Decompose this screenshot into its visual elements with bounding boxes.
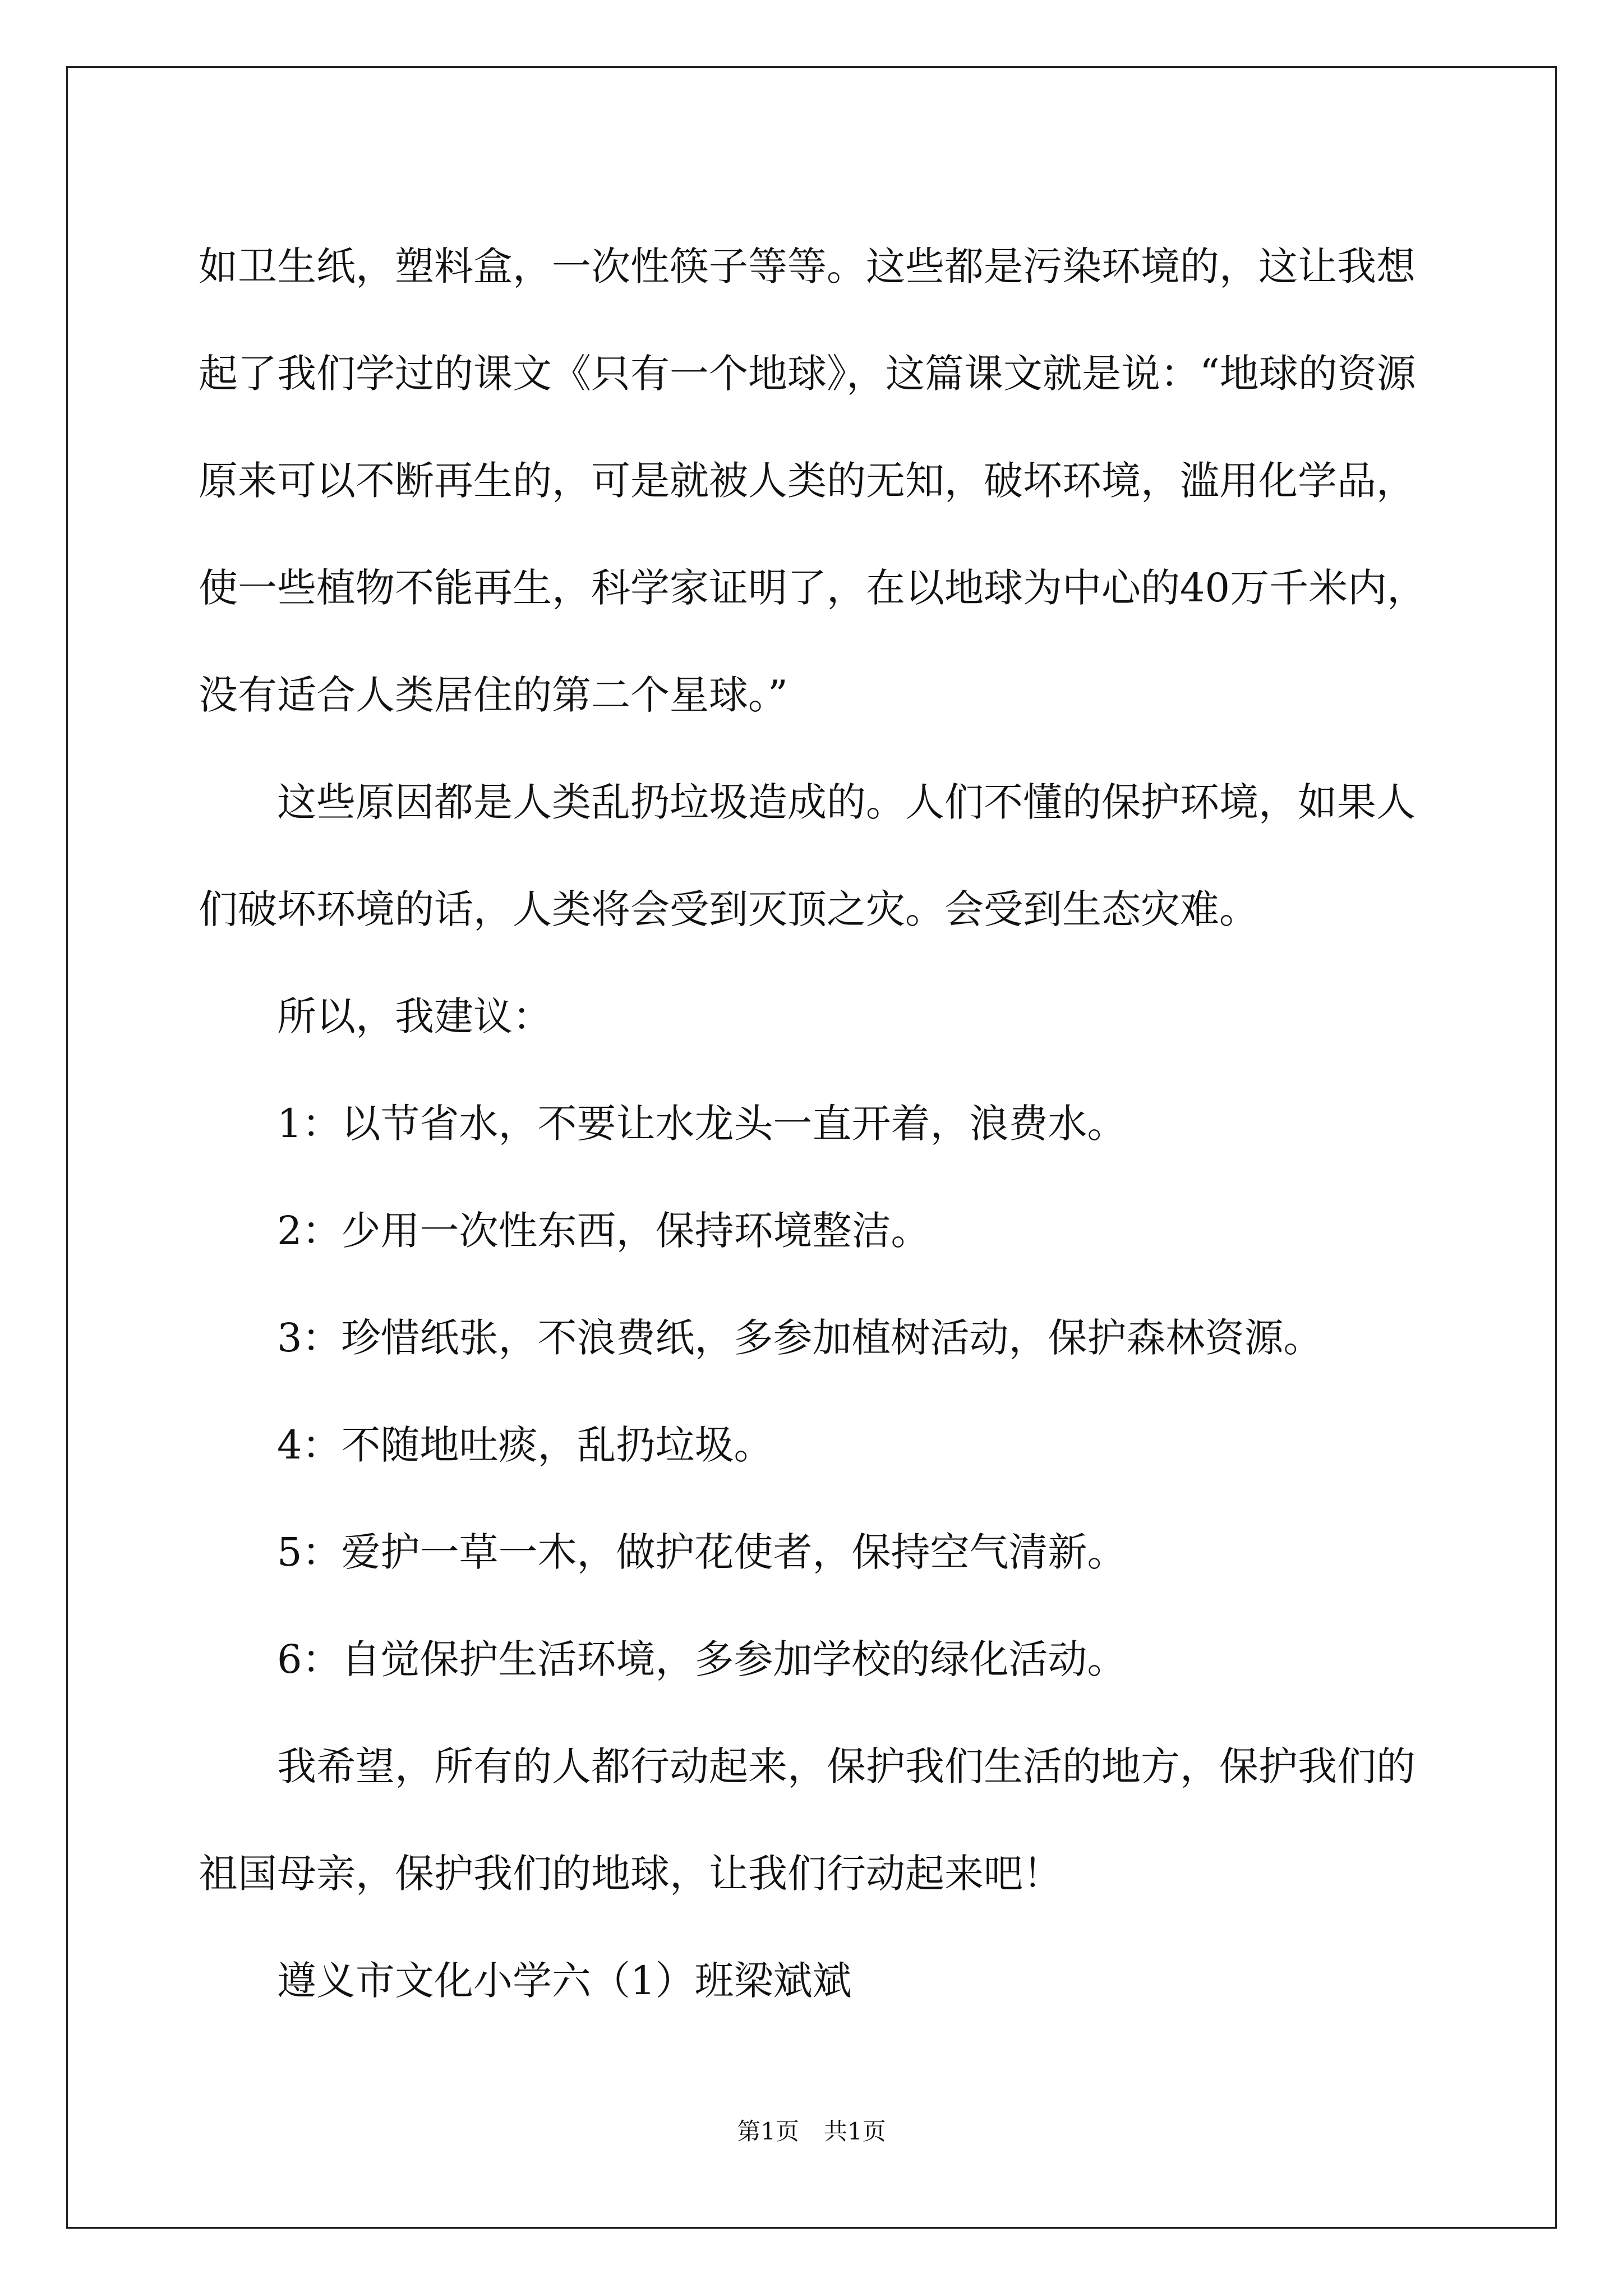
page-footer xyxy=(0,2115,1623,2148)
paragraph-closing: 我希望，所有的人都行动起来，保护我们生活的地方，保护我们的祖国母亲，保护我们的地球，让我们行动起来吧！ xyxy=(199,1743,1415,1897)
document-body xyxy=(199,213,1432,2035)
suggestion-3: 3：珍惜纸张，不浪费纸，多参加植树活动，保护森林资源。 xyxy=(277,1315,1323,1361)
author-signature: 遵义市文化小学六（1）班梁斌斌 xyxy=(277,1958,852,2004)
paragraph-3: 所以，我建议： xyxy=(277,993,552,1039)
suggestion-2: 2：少用一次性东西，保持环境整洁。 xyxy=(277,1208,930,1254)
suggestion-5: 5：爱护一草一木，做护花使者，保持空气清新。 xyxy=(277,1529,1127,1575)
paragraph-2: 这些原因都是人类乱扔垃圾造成的。人们不懂的保护环境，如果人们破坏环境的话，人类将会受到灭顶之灾。会受到生态灾难。 xyxy=(199,779,1415,932)
page-total: 共1页 xyxy=(824,2118,886,2145)
suggestion-1: 1：以节省水，不要让水龙头一直开着，浪费水。 xyxy=(277,1101,1127,1147)
suggestion-4: 4：不随地吐痰，乱扔垃圾。 xyxy=(277,1422,773,1468)
page-number: 第1页 xyxy=(737,2118,799,2145)
paragraph-1: 如卫生纸，塑料盒，一次性筷子等等。这些都是污染环境的，这让我想起了我们学过的课文《只有一个地球》，这篇课文就是说：“地球的资源原来可以不断再生的，可是就被人类的无知，破坏环境，滥用化学品，使一些植物不能再生，科学家证明了，在以地球为中心的40万千米内，没有适合人类居住的第二个星球。” xyxy=(199,243,1427,718)
suggestion-6: 6：自觉保护生活环境，多参加学校的绿化活动。 xyxy=(277,1636,1127,1682)
